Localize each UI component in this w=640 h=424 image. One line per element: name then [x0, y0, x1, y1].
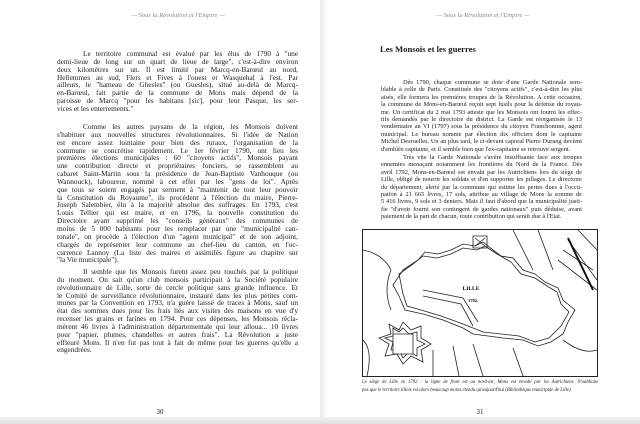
text-line: Comme les autres paysans de la région, les Monsois doivent: [83, 122, 298, 131]
text-line: tifs demandés par le directoire du district. La Garde est réorganisée le 13: [381, 116, 582, 124]
text-line: Joseph Salembier, élu à la majorité absolue des suffrages. En 1793, c'est: [57, 200, 298, 210]
map-label-year: 1792.: [467, 298, 479, 303]
text-line: vendémiaire an VI (1797) sous la présidence du citoyen Franchomme, agent: [381, 123, 582, 131]
text-line: chargés de représenter leur commune au chef-lieu du canton, en l'oc-: [57, 239, 298, 249]
text-line: Dès 1790, chaque commune se dote d'une Garde Nationale sem-: [403, 79, 582, 86]
text-line: municipal. Le bureau nomme par élection dix officiers dont le capitaine: [381, 130, 582, 138]
text-line: Wannouck), laboureur, nommé à cet effet par les "gens de loi". Après: [57, 176, 298, 186]
text-line: commune se concrétise rapidement. Le 1er février 1790, ont lieu les: [57, 145, 298, 155]
text-line: recenser les grains et farines en 1794. Pour ces dépenses, les Monsois récla-: [57, 314, 298, 324]
text-line: que tous se soient engagés par serment à "maintenir de tout leur pouvoir: [57, 184, 298, 194]
text-line: la Constitution du Royaume", ils procèdent à l'élection du maire, Pierre-: [57, 192, 298, 202]
text-line: deux kilomètres sur un. Il est limité par Marcq-en-Barœul au nord,: [57, 64, 298, 74]
running-head: — Sous la Révolution et l'Empire —: [131, 12, 225, 19]
page-number: 30: [156, 408, 164, 416]
figure-caption: [362, 379, 598, 394]
text-line: pation à 21 665 livres, 17 sols, attribue au village de Mons la somme de: [381, 191, 582, 199]
text-line: me. Un certificat du 2 mai 1793 atteste que les Monsois ont fourni les effec-: [381, 108, 582, 116]
text-line: révolutionnaire de Lille, sorte de cercle politique sans grande influence. Et: [57, 282, 298, 292]
map-label-city: LILLE: [462, 286, 480, 292]
text-line: "la Vie municipale").: [57, 255, 119, 265]
text-line: du département, alerté par la commune qui estime les pertes dues à l'occu-: [381, 183, 582, 191]
text-line: premières élections municipales : 60 "citoyens actifs", Monsois payant: [57, 153, 298, 163]
text-line: est encore assez lointaine pour bien des ruraux, l'organisation de la: [57, 137, 298, 147]
text-line: moins de 5 000 habitants pour les remplacer par une "municipalité can-: [57, 223, 298, 233]
text-line: 5 416 livres, 9 sols et 3 deniers. Mais il faut d'abord que la municipalité justi-: [381, 198, 582, 206]
running-head: — Sous la Révolution et l'Empire —: [436, 12, 530, 19]
text-line: currence Lannoy (La liste des maires et assimilés figure au chapitre sur: [57, 247, 298, 257]
text-line: s'habituer aux nouvelles structures révolutionnaires. Si l'idée de Nation: [57, 129, 298, 139]
text-line: avril 1792, Mons-en-Barœul est envahi par les Autrichiens lors du siège de: [381, 168, 582, 176]
text-line: Directoire ayant supprimé les "conseils généraux" des communes de: [57, 216, 298, 226]
text-line: en-Barœul, fait partie de la commune de Mons mais dépend de la: [57, 88, 298, 98]
paragraph: [381, 79, 582, 153]
city-fortifications: [393, 242, 575, 346]
text-line: Le territoire communal est évalué par les élus de 1790 à "une: [83, 49, 298, 58]
map-drawing: [363, 230, 597, 376]
siege-map-illustration: [362, 229, 598, 377]
text-line: ailleurs, le "hameau de Ghesles" (ou Guesles), situé au-delà de Marcq-: [57, 80, 298, 90]
paragraph: [57, 123, 298, 264]
text-line: Michel Desruelles. Un an plus tard, le ci-devant caporal Pierre Durang devient: [381, 138, 582, 146]
viewer-bottom-edge: [0, 417, 640, 424]
text-line: Il semble que les Monsois furent assez peu touchés par la politique: [83, 267, 298, 276]
text-line: Très vite la Garde Nationale s'avère insuffisante face aux troupes: [403, 154, 582, 161]
text-line: vices et les enterrements.": [57, 103, 134, 113]
text-line: pas que le territoire lillois est alors beaucoup moins étendu qu'aujourd'hui (Bibliothèque municipale de Lille).: [362, 387, 572, 393]
paragraph: [381, 154, 582, 221]
text-line: d'emblée capitaine, et il semble bien que l'ex-capitaine se retrouve sergent.: [381, 145, 571, 153]
text-line: munes par la Convention en 1793, n'a guère laissé de traces à Mons, sauf un: [57, 298, 298, 308]
text-line: blable à celle de Paris. Constituée des "citoyens actifs", c'est-à-dire les plus: [381, 86, 582, 94]
text-line: paiement de la part de chacun, toute contribution qui serait due à l'Etat.: [381, 213, 562, 221]
text-line: cabaret Saint-Martin sous la présidence de Jean-Baptiste Vanhouque (ou: [57, 169, 298, 179]
text-line: état des sommes dues pour les frais liés aux visites des maisons en vue d'y: [57, 306, 298, 316]
text-line: pour "papier, plumes, chandelles et autres frais". La Révolution a juste: [57, 329, 298, 339]
text-line: ennemies menaçant notamment les frontières du Nord de la France. Dès: [381, 161, 582, 169]
text-line: du moment. On sait qu'un club monsois participait à la Société populaire: [57, 274, 298, 284]
left-page: [0, 0, 320, 417]
text-line: la commune de Mons-en-Barœul reçoit sept fusils pour la défense du royau-: [381, 101, 582, 109]
paragraph: [57, 50, 298, 113]
text-line: mèrent 46 livres à l'administration départementale qui leur alloua... 10 livres: [57, 321, 298, 331]
text-line: une contribution directe et propriétaires fonciers, se rassemblent au: [57, 161, 298, 171]
text-line: effleuré Mons. Il n'en fut pas tout à fait de même pour les guerres qu'elle a: [57, 337, 298, 347]
text-line: fie "d'avoir fourni son contingent de gardes nationaux" puis déduise, avant: [381, 205, 582, 213]
right-page: [320, 0, 640, 417]
text-line: demi-lieue de long sur un quart de lieue de large", c'est-à-dire environ: [57, 56, 298, 66]
text-line: paroisse de Marcq "pour les habitans [sic], pour leur Pasque, les ser-: [57, 96, 298, 106]
text-line: tonale", on procède à l'élection d'un "agent municipal" et de son adjoint,: [57, 231, 298, 241]
section-title: Les Monsois et les guerres: [380, 44, 476, 54]
text-line: Louis Tellier qui est maire, et en 1796, la nouvelle constitution du: [57, 208, 298, 218]
text-line: engendrées.: [57, 345, 92, 355]
text-line: aisés, elle formera les premières troupes de la Révolution. A cette occasion,: [381, 93, 582, 101]
paragraph: [57, 268, 298, 354]
text-line: le Comité de surveillance révolutionnaire, instauré dans les plus petites com-: [57, 290, 298, 300]
page-number: 31: [476, 408, 484, 416]
text-line: Le siège de Lille en 1792 : la ligne de front est au nord-est, Mons est envahi par les Autrichiens. N'oublions: [362, 380, 598, 385]
text-line: Hellemmes au sud, Flers et Fives à l'ouest et Wasquehal à l'est. Par: [57, 72, 298, 82]
text-line: Lille, obligé de nourrir les soldats et d'en supporter les pillages. Le directoire: [381, 176, 582, 184]
